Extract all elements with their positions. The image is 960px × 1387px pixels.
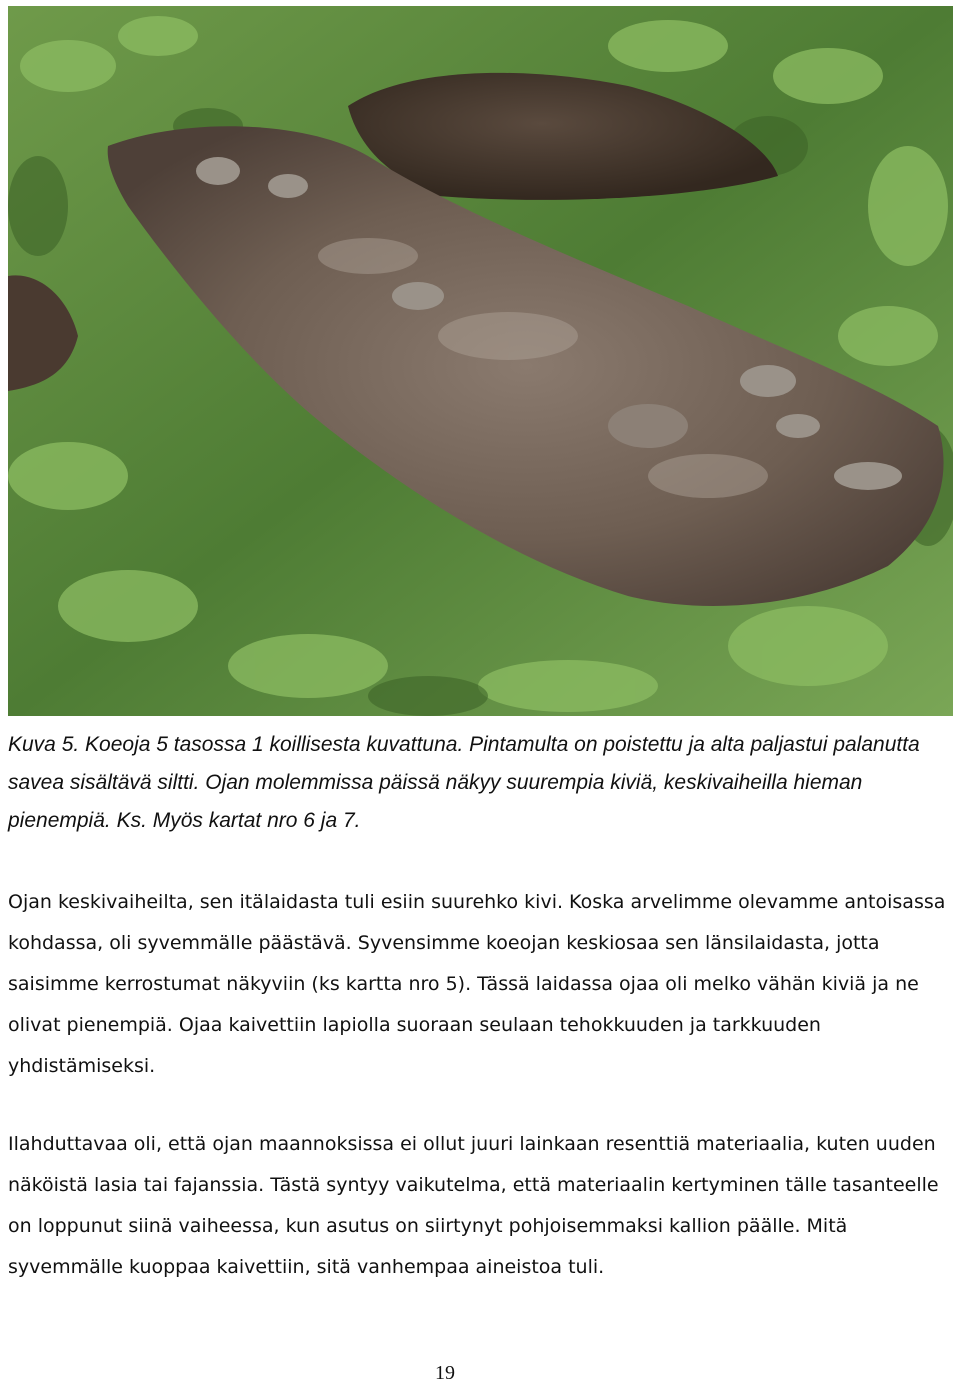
page-number: 19 — [435, 1362, 455, 1384]
body-paragraph-1: Ojan keskivaiheilta, sen itälaidasta tuli esiin suurehko kivi. Koska arvelimme olevamme antoisassa kohdassa, oli syvemmälle päästävä. Syvensimme koeojan keskiosaa sen länsilaidasta, jotta saisimme kerrostumat näkyviin (ks kartta nro 5). Tässä laidassa ojaa oli melko vähän kiviä ja ne olivat pienempiä. Ojaa kaivettiin lapiolla suoraan seulaan tehokkuuden ja tarkkuuden yhdistämiseksi. — [8, 891, 946, 1077]
figure-caption: Kuva 5. Koeoja 5 tasossa 1 koillisesta kuvattuna. Pintamulta on poistettu ja alta paljastui palanutta savea sisältävä siltti. Ojan molemmissa päissä näkyy suurempia kiviä, keskivaiheilla hieman pienempiä. Ks. Myös kartat nro 6 ja 7. — [8, 733, 920, 832]
excavation-trench-photo — [8, 6, 953, 716]
body-paragraph-2: Ilahduttavaa oli, että ojan maannoksissa ei ollut juuri lainkaan resenttiä materiaalia, kuten uuden näköistä lasia tai fajanssia. Tästä syntyy vaikutelma, että materiaalin kertyminen tälle tasanteelle on loppunut siinä vaiheessa, kun asutus on siirtynyt pohjoisemmaksi kallion päälle. Mitä syvemmälle kuoppaa kaivettiin, sitä vanhempaa aineistoa tuli. — [8, 1133, 939, 1278]
photo-graphic — [8, 6, 953, 716]
